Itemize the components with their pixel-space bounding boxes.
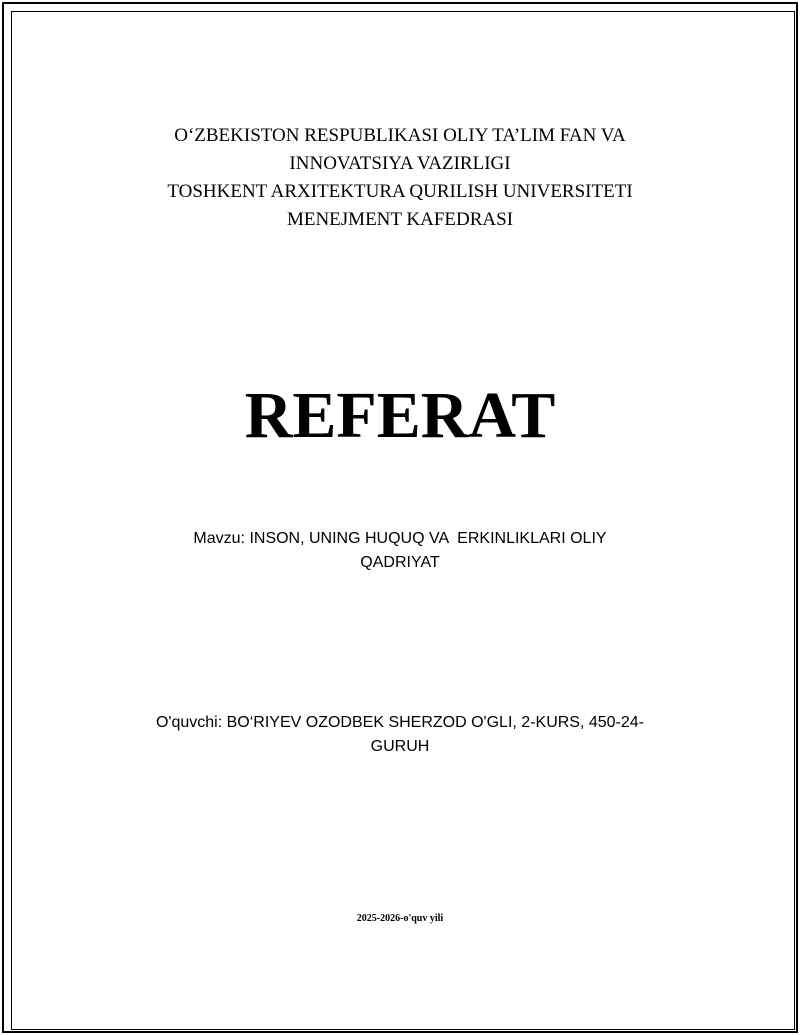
document-title: REFERAT xyxy=(244,379,556,452)
header-line-ministry-cont: INNOVATSIYA VAZIRLIGI xyxy=(289,153,511,174)
header-line-university: TOSHKENT ARXITEKTURA QURILISH UNIVERSITETI xyxy=(167,181,633,202)
academic-year: 2025-2026-o'quv yili xyxy=(356,913,444,924)
institution-header xyxy=(0,122,800,234)
header-line-department: MENEJMENT KAFEDRASI xyxy=(286,209,514,230)
student-line-2: GURUH xyxy=(370,738,430,755)
topic-line-1: Mavzu: INSON, UNING HUQUQ VA ERKINLIKLARI OLIY xyxy=(193,530,607,547)
header-line-ministry: O‘ZBEKISTON RESPUBLIKASI OLIY TA’LIM FAN VA xyxy=(174,125,626,146)
topic-line-2: QADRIYAT xyxy=(360,554,440,571)
topic-block xyxy=(0,527,800,575)
student-line-1: O'quvchi: BO‘RIYEV OZODBEK SHERZOD O'GLI, 2-KURS, 450-24- xyxy=(155,714,645,731)
student-block xyxy=(0,711,800,759)
